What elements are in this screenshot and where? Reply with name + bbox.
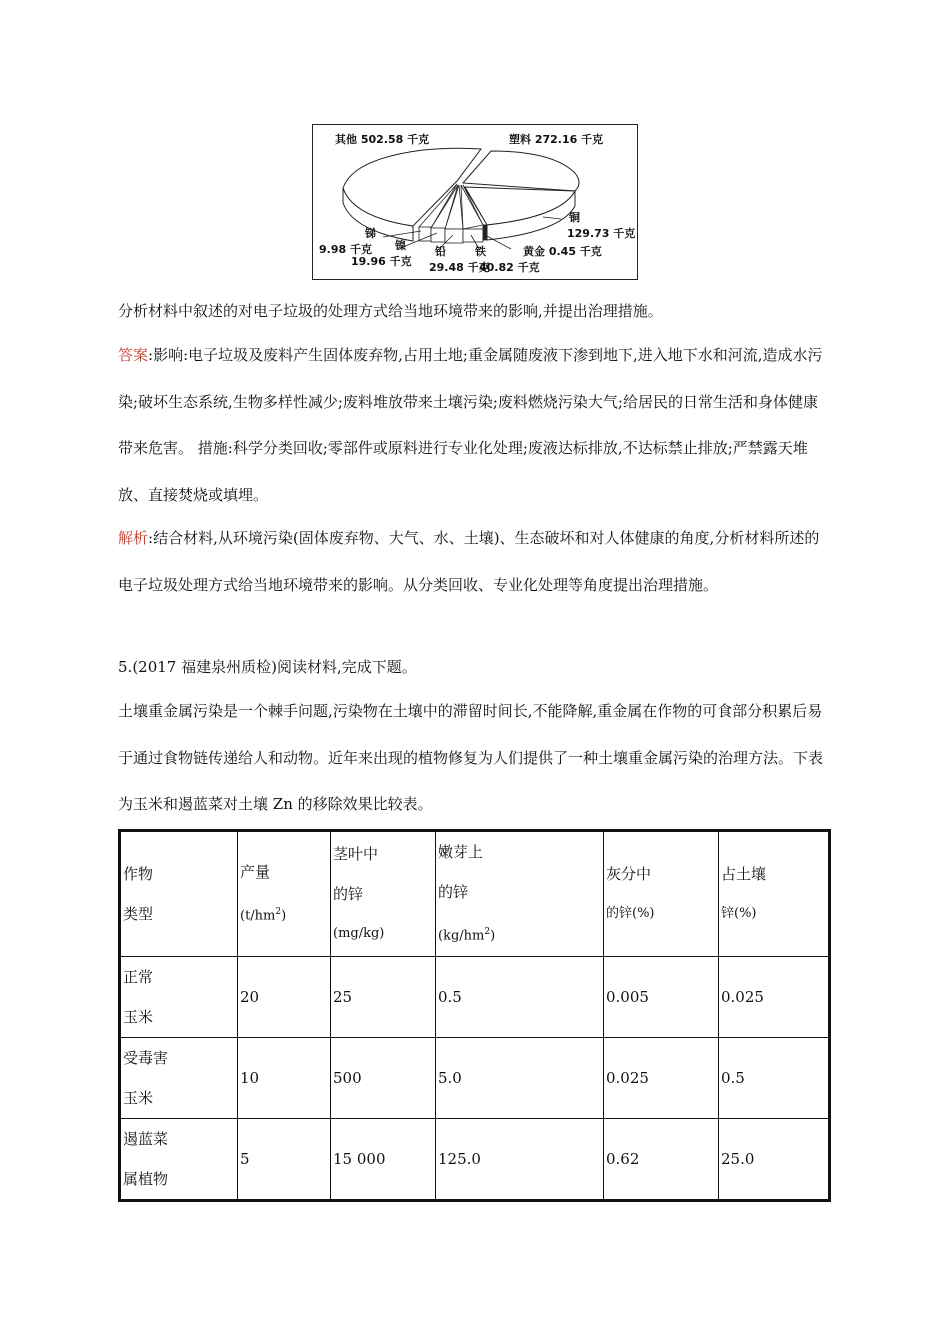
table-cell: 0.62 — [604, 1119, 719, 1201]
pie-label-copper: 铜 — [569, 211, 580, 224]
pie-value-iron: 40.82 千克 — [479, 261, 540, 274]
pie-chart — [313, 125, 639, 281]
table-header-row — [120, 831, 830, 957]
answer-text: :影响:电子垃圾及废料产生固体废弃物,占用土地;重金属随废液下渗到地下,进入地下水和河流,造成水污染;破坏生态系统,生物多样性减少;废料堆放带来土壤污染;废料燃烧污染大气;给居民的日常生活和身体健康带来危害。 措施:科学分类回收;零部件或原料进行专业化处理;废液达标排放,不达标禁止排放;严禁露天堆放、直接焚烧或填埋。 — [118, 346, 823, 504]
table-cell: 5.0 — [436, 1038, 604, 1119]
table-cell: 25 — [331, 957, 436, 1038]
pie-slice-plastic — [463, 151, 579, 191]
crop-cell: 正常 玉米 — [120, 957, 238, 1038]
analysis-label: 解析 — [118, 529, 149, 547]
header-yield: 产量 $(t/hm^2)$ — [238, 831, 331, 957]
table-cell: 0.5 — [436, 957, 604, 1038]
header-stem-zinc: 茎叶中 的锌 (mg/kg) — [331, 831, 436, 957]
pie-label-lead: 铅 — [435, 245, 446, 258]
pie-chart-figure — [312, 124, 638, 280]
pie-value-lead: 29.48 千克 — [429, 261, 490, 274]
table-row — [120, 957, 830, 1038]
pie-value-nickel: 19.96 千克 — [351, 255, 412, 268]
table-cell: 125.0 — [436, 1119, 604, 1201]
table-cell: 25.0 — [719, 1119, 830, 1201]
header-soil-zinc: 占土壤 锌(%) — [719, 831, 830, 957]
question-5-title — [118, 652, 830, 682]
analysis-text: :结合材料,从环境污染(固体废弃物、大气、水、土壤)、生态破坏和对人体健康的角度,分析材料所述的电子垃圾处理方式给当地环境带来的影响。从分类回收、专业化处理等角度提出治理措施。 — [118, 529, 820, 594]
pie-label-nickel: 镍 — [395, 239, 406, 252]
table-cell: 15 000 — [331, 1119, 436, 1201]
zinc-removal-table — [118, 829, 831, 1202]
pie-label-antimony: 锑 — [365, 227, 376, 240]
table-cell: 0.5 — [719, 1038, 830, 1119]
answer-label: 答案 — [118, 346, 149, 364]
analysis-block — [118, 515, 830, 608]
table-row — [120, 1038, 830, 1119]
table-cell: 0.025 — [719, 957, 830, 1038]
table-cell: 0.025 — [604, 1038, 719, 1119]
answer-block — [118, 332, 830, 518]
pie-value-copper: 129.73 千克 — [567, 227, 636, 240]
header-crop-type: 作物 类型 — [120, 831, 238, 957]
pie-label-iron: 铁 — [475, 245, 486, 258]
crop-cell: 受毒害 玉米 — [120, 1038, 238, 1119]
question-number: 5. — [118, 658, 133, 676]
header-ash-zinc: 灰分中 的锌(%) — [604, 831, 719, 957]
table-cell: 5 — [238, 1119, 331, 1201]
header-shoot-zinc: 嫩芽上 的锌 $(kg/hm^2)$ — [436, 831, 604, 957]
table-cell: 0.005 — [604, 957, 719, 1038]
table-cell: 10 — [238, 1038, 331, 1119]
pie-label-other: 其他 502.58 千克 — [335, 133, 430, 146]
table-row — [120, 1119, 830, 1201]
crop-cell: 遏蓝菜 属植物 — [120, 1119, 238, 1201]
pie-value-antimony: 9.98 千克 — [319, 243, 372, 256]
question-source: (2017 福建泉州质检)阅读材料,完成下题。 — [132, 658, 417, 676]
table-cell: 500 — [331, 1038, 436, 1119]
table-cell: 20 — [238, 957, 331, 1038]
question-5-material: 土壤重金属污染是一个棘手问题,污染物在土壤中的滞留时间长,不能降解,重金属在作物的可食部分积累后易于通过食物链传递给人和动物。近年来出现的植物修复为人们提供了一种土壤重金属污染的治理方法。下表为玉米和遏蓝菜对土壤 Zn 的移除效果比较表。 — [118, 702, 824, 813]
question-prompt: 分析材料中叙述的对电子垃圾的处理方式给当地环境带来的影响,并提出治理措施。 — [118, 302, 663, 320]
pie-label-gold: 黄金 0.45 千克 — [523, 245, 602, 258]
pie-label-plastic: 塑料 272.16 千克 — [509, 133, 604, 146]
